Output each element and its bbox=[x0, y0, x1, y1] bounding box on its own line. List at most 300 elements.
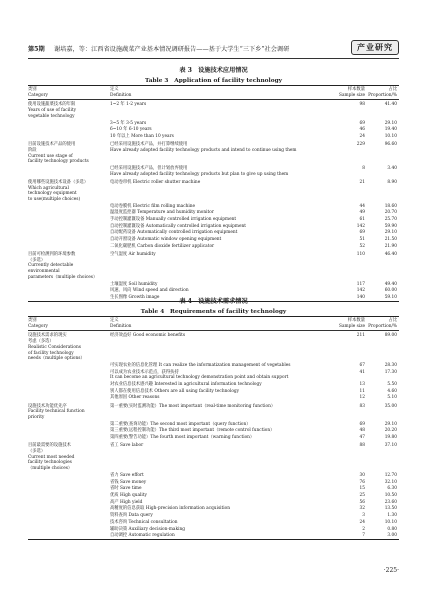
category-cell bbox=[28, 223, 110, 230]
definition-cell-line: 第三重要(远程控制功能）The third most important（remote control function） bbox=[110, 428, 275, 434]
category-cell-line: Current most needed bbox=[28, 454, 75, 460]
page-number: ·225· bbox=[383, 567, 399, 574]
proportion-cell bbox=[367, 250, 399, 281]
definition-cell-line: 可实现农业的信息化管理 It can realize the informatization management of vegetables bbox=[110, 362, 291, 368]
sample-size-cell-line: 142 bbox=[356, 223, 365, 229]
sample-size-cell-line: 140 bbox=[356, 295, 365, 300]
proportion-cell bbox=[367, 472, 399, 479]
sample-size-cell-line: 25 bbox=[359, 492, 365, 498]
table4-col-category: 类别 Category bbox=[28, 317, 110, 331]
proportion-cell bbox=[367, 281, 399, 288]
table-row bbox=[28, 237, 399, 244]
category-cell-line: 目前设施技术产品的使用 bbox=[28, 142, 76, 148]
proportion-cell-line: 6.30 bbox=[387, 486, 397, 492]
table4-col-proportion: 占比 Proportion/% bbox=[367, 317, 399, 331]
proportion-cell-line: 8.90 bbox=[387, 179, 397, 185]
category-cell-line: （multiple choices） bbox=[28, 466, 73, 472]
category-cell-line: Realistic Considerations bbox=[28, 344, 81, 350]
sample-size-cell bbox=[331, 217, 367, 224]
proportion-cell bbox=[367, 492, 399, 499]
proportion-cell bbox=[367, 210, 399, 217]
proportion-cell bbox=[367, 100, 399, 120]
sample-size-cell-line: 69 bbox=[359, 120, 365, 126]
proportion-cell-line: 10.50 bbox=[384, 492, 397, 498]
category-cell bbox=[28, 230, 110, 237]
proportion-cell-line: 29.10 bbox=[384, 230, 397, 236]
proportion-cell-line: 12.70 bbox=[384, 472, 397, 478]
category-cell bbox=[28, 140, 110, 165]
category-cell bbox=[28, 237, 110, 244]
sample-size-cell-line: 24 bbox=[359, 519, 365, 525]
definition-cell-line: Have already adopted facility technology products and intend to continue using them bbox=[110, 147, 297, 153]
table4-col-definition: 定义 Definition bbox=[110, 317, 331, 331]
proportion-cell bbox=[367, 486, 399, 493]
table-row bbox=[28, 519, 399, 526]
table-row bbox=[28, 127, 399, 134]
definition-cell bbox=[110, 441, 331, 472]
proportion-cell-line: 17.30 bbox=[384, 369, 397, 375]
table-row bbox=[28, 100, 399, 120]
sample-size-cell bbox=[331, 250, 367, 281]
category-cell-line: vegetable technology bbox=[28, 113, 75, 119]
definition-cell bbox=[110, 421, 331, 428]
definition-cell bbox=[110, 243, 331, 250]
sample-size-cell-line: 8 bbox=[362, 165, 365, 171]
table-row bbox=[28, 441, 399, 472]
proportion-cell bbox=[367, 428, 399, 435]
table-row bbox=[28, 178, 399, 203]
sample-size-cell bbox=[331, 513, 367, 520]
table-row bbox=[28, 230, 399, 237]
sample-size-cell-line: 61 bbox=[359, 217, 365, 223]
sample-size-cell-line: 30 bbox=[359, 472, 365, 478]
category-cell bbox=[28, 472, 110, 479]
definition-cell bbox=[110, 513, 331, 520]
sample-size-cell bbox=[331, 479, 367, 486]
sample-size-cell bbox=[331, 210, 367, 217]
proportion-cell-line: 21.90 bbox=[384, 243, 397, 249]
definition-cell-line: 自动控制灌溉设备 Automatically controlled irrigation equipment bbox=[110, 223, 246, 229]
sample-size-cell-line: 7 bbox=[362, 533, 365, 539]
category-cell-line: technology equipment bbox=[28, 191, 77, 197]
proportion-cell-line: 5.50 bbox=[387, 382, 397, 388]
proportion-cell-line: 4.60 bbox=[387, 388, 397, 394]
definition-cell bbox=[110, 395, 331, 402]
table-row bbox=[28, 428, 399, 435]
running-header bbox=[28, 40, 399, 56]
table-row bbox=[28, 140, 399, 165]
proportion-cell bbox=[367, 479, 399, 486]
category-cell bbox=[28, 388, 110, 395]
category-cell bbox=[28, 281, 110, 288]
sample-size-cell bbox=[331, 421, 367, 428]
sample-size-cell bbox=[331, 441, 367, 472]
category-cell bbox=[28, 492, 110, 499]
table3-caption-zh: 表 3 设施技术应用情况 bbox=[179, 67, 248, 74]
proportion-cell-line: 13.50 bbox=[384, 506, 397, 512]
sample-size-cell-line: 142 bbox=[356, 288, 365, 294]
category-cell bbox=[28, 120, 110, 127]
sample-size-cell bbox=[331, 428, 367, 435]
proportion-cell bbox=[367, 395, 399, 402]
table-row bbox=[28, 369, 399, 381]
proportion-cell-line: 19.80 bbox=[384, 435, 397, 441]
category-cell bbox=[28, 435, 110, 442]
table-row bbox=[28, 486, 399, 493]
definition-cell bbox=[110, 331, 331, 363]
category-cell bbox=[28, 100, 110, 120]
sample-size-cell bbox=[331, 486, 367, 493]
proportion-cell-line: 25.70 bbox=[384, 217, 397, 223]
category-cell-line: （多选） bbox=[28, 449, 46, 455]
sample-size-cell bbox=[331, 223, 367, 230]
table3-header-row bbox=[28, 86, 399, 100]
category-cell-line: priority bbox=[28, 415, 45, 421]
sample-size-cell bbox=[331, 492, 367, 499]
sample-size-cell bbox=[331, 120, 367, 127]
category-cell bbox=[28, 395, 110, 402]
table-row bbox=[28, 526, 399, 533]
table4-caption-en: Table 4 Requirements of facility technology bbox=[140, 309, 287, 315]
table-row bbox=[28, 492, 399, 499]
proportion-cell bbox=[367, 237, 399, 244]
proportion-cell bbox=[367, 243, 399, 250]
sample-size-cell bbox=[331, 100, 367, 120]
table-row bbox=[28, 243, 399, 250]
sample-size-cell bbox=[331, 369, 367, 381]
definition-cell-line: 技术咨询 Technical consultation bbox=[110, 519, 178, 525]
definition-cell bbox=[110, 369, 331, 381]
definition-cell-line: 经济效益好 Good economic benefits bbox=[110, 333, 186, 339]
category-cell bbox=[28, 526, 110, 533]
sample-size-cell bbox=[331, 133, 367, 140]
issue-number: 第5期 bbox=[28, 46, 45, 53]
definition-cell bbox=[110, 223, 331, 230]
proportion-cell bbox=[367, 369, 399, 381]
table-row bbox=[28, 288, 399, 295]
definition-cell bbox=[110, 472, 331, 479]
definition-cell bbox=[110, 479, 331, 486]
proportion-cell-line: 96.60 bbox=[384, 142, 397, 148]
category-cell bbox=[28, 203, 110, 210]
sample-size-cell bbox=[331, 472, 367, 479]
definition-cell bbox=[110, 362, 331, 369]
sample-size-cell bbox=[331, 243, 367, 250]
table4-col-sample-size: 样本数量 Sample size bbox=[331, 317, 367, 331]
sample-size-cell bbox=[331, 165, 367, 177]
definition-cell bbox=[110, 499, 331, 506]
category-cell bbox=[28, 369, 110, 381]
sample-size-cell bbox=[331, 331, 367, 363]
definition-cell-line: 1~2 年 1-2 years bbox=[110, 102, 147, 108]
table-row bbox=[28, 210, 399, 217]
definition-cell bbox=[110, 519, 331, 526]
category-cell bbox=[28, 533, 110, 540]
category-cell-line: （多选） bbox=[28, 257, 46, 263]
table3-col-category: 类别 Category bbox=[28, 86, 110, 100]
sample-size-cell bbox=[331, 288, 367, 295]
sample-size-cell-line: 76 bbox=[359, 479, 365, 485]
proportion-cell-line: 29.10 bbox=[384, 120, 397, 126]
proportion-cell-line: 35.00 bbox=[384, 403, 397, 409]
sample-size-cell-line: 15 bbox=[359, 486, 365, 492]
sample-size-cell bbox=[331, 382, 367, 389]
category-cell bbox=[28, 288, 110, 295]
definition-cell bbox=[110, 288, 331, 295]
sample-size-cell bbox=[331, 499, 367, 506]
definition-cell bbox=[110, 217, 331, 224]
table-row bbox=[28, 479, 399, 486]
category-cell-line: 使用哪些设施技术设备（多选） bbox=[28, 179, 89, 185]
definition-cell-line: 优质 High quality bbox=[110, 492, 147, 498]
table-row bbox=[28, 133, 399, 140]
category-cell bbox=[28, 486, 110, 493]
definition-cell bbox=[110, 203, 331, 210]
category-cell-line: to use(multiple choices) bbox=[28, 196, 81, 202]
category-cell bbox=[28, 133, 110, 140]
category-cell bbox=[28, 513, 110, 520]
proportion-cell-line: 89.00 bbox=[384, 333, 397, 339]
sample-size-cell bbox=[331, 127, 367, 134]
definition-cell bbox=[110, 140, 331, 165]
category-cell-line: facility technologies bbox=[28, 460, 72, 466]
proportion-cell-line: 23.60 bbox=[384, 499, 397, 505]
category-cell-line: 考虑（多选） bbox=[28, 339, 54, 345]
table-row bbox=[28, 203, 399, 210]
table3-caption bbox=[28, 65, 399, 84]
definition-cell bbox=[110, 382, 331, 389]
proportion-cell bbox=[367, 178, 399, 203]
proportion-cell-line: 20.20 bbox=[384, 428, 397, 434]
table-row bbox=[28, 388, 399, 395]
table-row bbox=[28, 223, 399, 230]
definition-cell-line: 省时 Save time bbox=[110, 486, 142, 492]
category-cell bbox=[28, 519, 110, 526]
sample-size-cell-line: 12 bbox=[359, 395, 365, 401]
sample-size-cell bbox=[331, 435, 367, 442]
sample-size-cell bbox=[331, 526, 367, 533]
definition-cell-line: 二氧化碳肥机 Carbon dioxide fertilizer applicator bbox=[110, 243, 215, 249]
category-cell-line: parameters（multiple choices） bbox=[28, 274, 98, 280]
definition-cell-line: 其他原因 Other reasons bbox=[110, 395, 160, 401]
proportion-cell bbox=[367, 133, 399, 140]
category-cell-line: 目前可检测到的环境参数 bbox=[28, 252, 76, 258]
proportion-cell-line: 19.40 bbox=[384, 127, 397, 133]
sample-size-cell bbox=[331, 533, 367, 540]
proportion-cell bbox=[367, 140, 399, 165]
proportion-cell bbox=[367, 388, 399, 395]
category-cell bbox=[28, 331, 110, 363]
definition-cell bbox=[110, 388, 331, 395]
proportion-cell bbox=[367, 120, 399, 127]
sample-size-cell bbox=[331, 203, 367, 210]
category-cell bbox=[28, 217, 110, 224]
category-cell-line: Current use stage of bbox=[28, 153, 73, 159]
category-cell bbox=[28, 479, 110, 486]
sample-size-cell-line: 69 bbox=[359, 421, 365, 427]
sample-size-cell bbox=[331, 402, 367, 422]
sample-size-cell bbox=[331, 140, 367, 165]
definition-cell-line: 别人都在使用信息技术 Others are all using facility technology bbox=[110, 388, 240, 394]
sample-size-cell bbox=[331, 362, 367, 369]
table4-caption-zh: 表 4 设施技术需求情况 bbox=[179, 298, 248, 305]
definition-cell-line: 第四重要(警告功能）The fourth most important（warning function） bbox=[110, 435, 255, 441]
proportion-cell bbox=[367, 506, 399, 513]
definition-cell bbox=[110, 120, 331, 127]
table4-caption bbox=[28, 296, 399, 315]
running-title: 谢培嘉，等：江西省设施蔬菜产业基本情况调研报告——基于大学生“三下乡”社会调研 bbox=[54, 46, 290, 53]
table-row bbox=[28, 395, 399, 402]
sample-size-cell-line: 117 bbox=[356, 281, 365, 287]
header-rule bbox=[28, 58, 399, 59]
journal-column-logo: 产业研究 bbox=[351, 40, 399, 55]
sample-size-cell bbox=[331, 230, 367, 237]
category-cell-line: 设施技术需求的现实 bbox=[28, 333, 67, 339]
sample-size-cell-line: 44 bbox=[359, 203, 365, 209]
category-cell bbox=[28, 362, 110, 369]
definition-cell-line: 3~5 年 3-5 years bbox=[110, 120, 147, 126]
table-row bbox=[28, 217, 399, 224]
category-cell bbox=[28, 243, 110, 250]
category-cell-line: 目前最需要的设施技术 bbox=[28, 443, 71, 449]
table-row bbox=[28, 402, 399, 422]
category-cell-line: 设施技术功能优先序 bbox=[28, 403, 67, 409]
proportion-cell bbox=[367, 402, 399, 422]
proportion-cell bbox=[367, 499, 399, 506]
category-cell-line: of facility technology bbox=[28, 350, 74, 356]
definition-cell-line: 手动控制灌溉设备 Manually controlled irrigation equipment bbox=[110, 217, 237, 223]
definition-cell bbox=[110, 127, 331, 134]
sample-size-cell bbox=[331, 395, 367, 402]
definition-cell-line: 省钱 Save money bbox=[110, 479, 147, 485]
table3-caption-en: Table 3 Application of facility technology bbox=[144, 78, 283, 84]
definition-cell bbox=[110, 486, 331, 493]
table3 bbox=[28, 85, 399, 302]
category-cell-line: Facility technical function bbox=[28, 409, 85, 415]
category-cell bbox=[28, 402, 110, 422]
sample-size-cell-line: 49 bbox=[359, 210, 365, 216]
proportion-cell bbox=[367, 127, 399, 134]
definition-cell-line: 高精度的信息获取 High-precision information acquisition bbox=[110, 506, 230, 512]
category-cell-line: 阶段 bbox=[28, 147, 37, 153]
category-cell bbox=[28, 428, 110, 435]
definition-cell-line: 自动配药设备 Automatically controlled irrigation equipment bbox=[110, 230, 238, 236]
sample-size-cell-line: 48 bbox=[359, 428, 365, 434]
definition-cell-line: 风速、风向 Wind speed and direction bbox=[110, 288, 189, 294]
table-row bbox=[28, 165, 399, 177]
definition-cell-line: 自动调控 Automatic regulation bbox=[110, 533, 175, 539]
definition-cell bbox=[110, 165, 331, 177]
sample-size-cell bbox=[331, 519, 367, 526]
proportion-cell bbox=[367, 421, 399, 428]
sample-size-cell-line: 88 bbox=[359, 443, 365, 449]
definition-cell-line: 高产 High yield bbox=[110, 499, 143, 505]
sample-size-cell-line: 3 bbox=[362, 513, 365, 519]
definition-cell-line: 资料查询 Data query bbox=[110, 513, 153, 519]
proportion-cell-line: 10.10 bbox=[384, 519, 397, 525]
definition-cell-line: 温湿度监控器 Temperature and humidity monitor bbox=[110, 210, 214, 216]
table4-header-row bbox=[28, 317, 399, 331]
proportion-cell bbox=[367, 223, 399, 230]
table3-col-definition: 定义 Definition bbox=[110, 86, 331, 100]
proportion-cell-line: 46.40 bbox=[384, 252, 397, 258]
sample-size-cell-line: 24 bbox=[359, 133, 365, 139]
category-cell bbox=[28, 210, 110, 217]
definition-cell bbox=[110, 435, 331, 442]
table3-col-sample-size: 样本数量 Sample size bbox=[331, 86, 367, 100]
definition-cell bbox=[110, 178, 331, 203]
category-cell-line: Which agricultural bbox=[28, 185, 69, 191]
definition-cell-line: 已经采用设施技术产品，并打算继续使用 bbox=[110, 142, 188, 148]
proportion-cell-line: 1.30 bbox=[387, 513, 397, 519]
proportion-cell-line: 37.10 bbox=[384, 443, 397, 449]
category-cell bbox=[28, 250, 110, 281]
sample-size-cell bbox=[331, 281, 367, 288]
proportion-cell-line: 59.10 bbox=[384, 295, 397, 300]
definition-cell bbox=[110, 526, 331, 533]
proportion-cell-line: 3.00 bbox=[387, 533, 397, 539]
definition-cell bbox=[110, 210, 331, 217]
proportion-cell bbox=[367, 441, 399, 472]
definition-cell-line: 生长图像 Growth image bbox=[110, 295, 160, 300]
category-cell bbox=[28, 165, 110, 177]
sample-size-cell-line: 69 bbox=[359, 230, 365, 236]
definition-cell bbox=[110, 237, 331, 244]
definition-cell-line: 自动开窗设备 Automatic window opening equipment bbox=[110, 237, 222, 243]
proportion-cell bbox=[367, 382, 399, 389]
definition-cell bbox=[110, 533, 331, 540]
proportion-cell-line: 5.10 bbox=[387, 395, 397, 401]
category-cell bbox=[28, 421, 110, 428]
proportion-cell bbox=[367, 526, 399, 533]
proportion-cell-line: 0.80 bbox=[387, 526, 397, 532]
proportion-cell bbox=[367, 533, 399, 540]
definition-cell-line: 第一重要(实时监测功能）The most important（real-time monitoring function） bbox=[110, 403, 276, 409]
category-cell bbox=[28, 441, 110, 472]
table-row bbox=[28, 472, 399, 479]
sample-size-cell bbox=[331, 388, 367, 395]
table-row bbox=[28, 250, 399, 281]
category-cell-line: Currently detectable bbox=[28, 263, 74, 269]
definition-cell bbox=[110, 250, 331, 281]
definition-cell-line: 可以成为农业技术示范点，获得扶持 bbox=[110, 369, 179, 375]
proportion-cell bbox=[367, 513, 399, 520]
table-row bbox=[28, 421, 399, 428]
definition-cell-line: 第二重要(查询功能）The second most important（query function） bbox=[110, 421, 251, 427]
sample-size-cell-line: 211 bbox=[356, 333, 365, 339]
definition-cell-line: Have already adopted facility technology products but plan to give up using them bbox=[110, 171, 289, 177]
table-row bbox=[28, 499, 399, 506]
proportion-cell bbox=[367, 165, 399, 177]
proportion-cell bbox=[367, 362, 399, 369]
definition-cell-line: 空气湿度 Air humidity bbox=[110, 252, 156, 258]
category-cell-line: 使用设施蔬菜技术的年限 bbox=[28, 102, 76, 108]
definition-cell bbox=[110, 506, 331, 513]
sample-size-cell-line: 56 bbox=[359, 499, 365, 505]
definition-cell-line: 土壤湿度 Soil humidity bbox=[110, 281, 158, 287]
sample-size-cell-line: 110 bbox=[356, 252, 365, 258]
proportion-cell-line: 29.10 bbox=[384, 421, 397, 427]
proportion-cell-line: 32.10 bbox=[384, 479, 397, 485]
sample-size-cell bbox=[331, 237, 367, 244]
proportion-cell-line: 21.50 bbox=[384, 237, 397, 243]
definition-cell-line: It can become an agricultural technology demonstration point and obtain support bbox=[110, 375, 289, 381]
definition-cell-line: 省工 Save labor bbox=[110, 443, 144, 449]
category-cell-line: environmental bbox=[28, 269, 60, 275]
category-cell-line: Years of use of facility bbox=[28, 108, 76, 114]
category-cell bbox=[28, 506, 110, 513]
proportion-cell-line: 60.00 bbox=[384, 288, 397, 294]
